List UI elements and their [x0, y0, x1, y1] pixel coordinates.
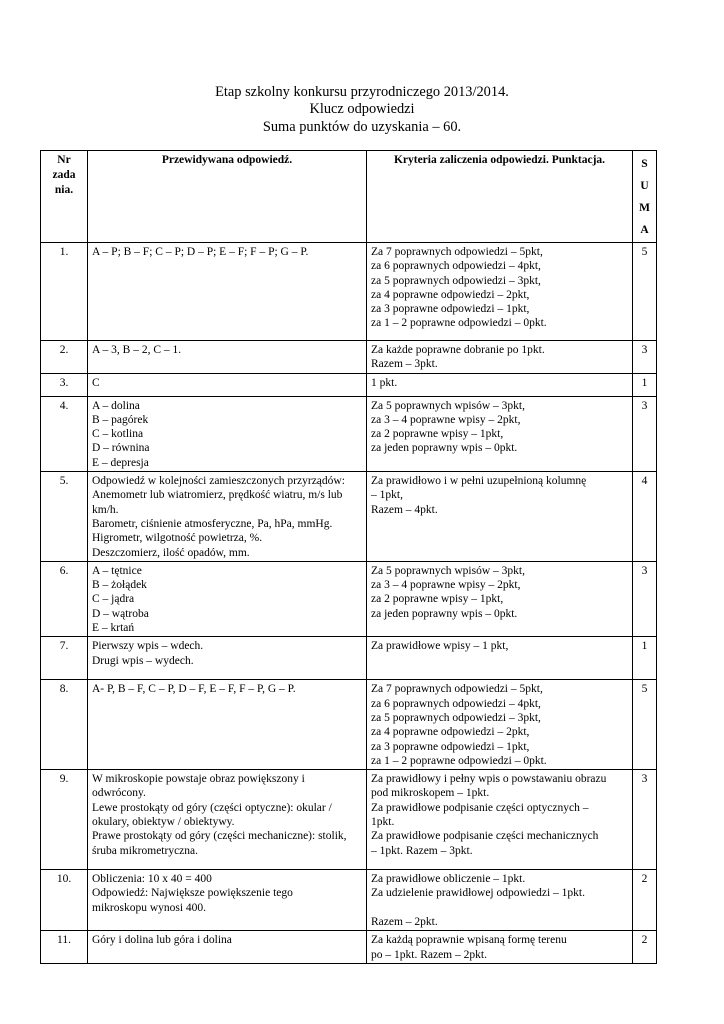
criteria-cell	[367, 373, 633, 396]
criteria-line: za 2 poprawne wpisy – 1pkt,	[371, 428, 504, 441]
answer-line: Obliczenia: 10 x 40 = 400	[92, 873, 212, 886]
task-number-cell: 5.	[41, 472, 88, 562]
criteria-cell	[367, 637, 633, 680]
criteria-line: Razem – 2pkt.	[371, 916, 438, 929]
answer-line: Drugi wpis – wydech.	[92, 654, 194, 667]
criteria-line: Razem – 3pkt.	[371, 358, 438, 371]
points-cell: 2	[633, 870, 657, 931]
criteria-line: za 3 – 4 poprawne wpisy – 2pkt,	[371, 413, 521, 426]
points-cell: 3	[633, 770, 657, 870]
answer-line: Anemometr lub wiatromierz, prędkość wiatru, m/s lub	[92, 489, 343, 502]
task-number-cell: 2.	[41, 341, 88, 374]
answer-key-table	[40, 150, 657, 964]
points-cell: 3	[633, 396, 657, 471]
criteria-line: za jeden poprawny wpis – 0pkt.	[371, 607, 518, 620]
answer-line: C – jądra	[92, 593, 135, 606]
answer-line: Prawe prostokąty od góry (części mechaniczne): stolik,	[92, 830, 347, 843]
table-row	[41, 931, 657, 964]
answer-cell	[88, 373, 367, 396]
task-number-cell: 3.	[41, 373, 88, 396]
task-number-cell: 1.	[41, 243, 88, 341]
criteria-line: za 5 poprawnych odpowiedzi – 3pkt,	[371, 274, 541, 287]
table-row	[41, 770, 657, 870]
header-letter: M	[639, 202, 650, 214]
answer-line: C	[92, 376, 100, 389]
header-criteria: Kryteria zaliczenia odpowiedzi. Punktacja.	[367, 151, 633, 243]
criteria-line: za 4 poprawne odpowiedzi – 2pkt,	[371, 726, 530, 739]
criteria-line: Za każdą poprawnie wpisaną formę terenu	[371, 934, 567, 947]
task-number-cell: 4.	[41, 396, 88, 471]
task-number-cell: 6.	[41, 561, 88, 636]
criteria-line	[371, 901, 628, 915]
answer-line: Lewe prostokąty od góry (części optyczne): okular /	[92, 801, 332, 814]
answer-line: Pierwszy wpis – wdech.	[92, 640, 204, 653]
answer-cell	[88, 637, 367, 680]
criteria-line: Za każde poprawne dobranie po 1pkt.	[371, 344, 545, 356]
task-number-cell: 11.	[41, 931, 88, 964]
header-line: zada	[52, 169, 76, 181]
answer-cell	[88, 341, 367, 374]
criteria-line: 1pkt.	[371, 816, 395, 829]
criteria-line: Za prawidłowe podpisanie części optycznych –	[371, 801, 589, 814]
criteria-line: za 1 – 2 poprawne odpowiedzi – 0pkt.	[371, 754, 547, 767]
answer-line: Odpowiedź: Największe powiększenie tego	[92, 887, 293, 900]
criteria-line: Za prawidłowe wpisy – 1 pkt,	[371, 640, 509, 653]
answer-line: C – kotlina	[92, 428, 144, 441]
answer-line: km/h.	[92, 503, 119, 516]
criteria-line: za 3 poprawne odpowiedzi – 1pkt,	[371, 303, 530, 316]
task-number-cell: 8.	[41, 680, 88, 770]
header-task-number	[41, 151, 88, 243]
answer-cell	[88, 472, 367, 562]
criteria-line: za 3 poprawne odpowiedzi – 1pkt,	[371, 740, 530, 753]
criteria-line: za 5 poprawnych odpowiedzi – 3pkt,	[371, 711, 541, 724]
answer-line: okulary, obiektyw / obiektywy.	[92, 816, 235, 829]
answer-line: Barometr, ciśnienie atmosferyczne, Pa, hPa, mmHg.	[92, 517, 333, 530]
criteria-line: Za 7 poprawnych odpowiedzi – 5pkt,	[371, 246, 543, 258]
table-row	[41, 637, 657, 680]
task-number-cell: 10.	[41, 870, 88, 931]
criteria-line: za 3 – 4 poprawne wpisy – 2pkt,	[371, 579, 521, 592]
criteria-line: Za prawidłowe obliczenie – 1pkt.	[371, 873, 526, 886]
points-cell: 2	[633, 931, 657, 964]
criteria-cell	[367, 680, 633, 770]
answer-line: Deszczomierz, ilość opadów, mm.	[92, 546, 250, 559]
criteria-line: za 2 poprawne wpisy – 1pkt,	[371, 593, 504, 606]
answer-line: mikroskopu wynosi 400.	[92, 901, 207, 914]
criteria-cell	[367, 770, 633, 870]
answer-line: E – depresja	[92, 456, 149, 469]
criteria-line: Za prawidłowy i pełny wpis o powstawaniu obrazu	[371, 773, 607, 786]
answer-cell	[88, 931, 367, 964]
criteria-cell	[367, 561, 633, 636]
points-cell: 1	[633, 373, 657, 396]
criteria-line: Za udzielenie prawidłowej odpowiedzi – 1pkt.	[371, 887, 585, 900]
criteria-cell	[367, 870, 633, 931]
table-header-row	[41, 151, 657, 243]
table-row	[41, 472, 657, 562]
points-cell: 3	[633, 561, 657, 636]
answer-line: D – wątroba	[92, 607, 149, 620]
criteria-cell	[367, 472, 633, 562]
criteria-cell	[367, 243, 633, 341]
table-row	[41, 561, 657, 636]
criteria-line: Za 7 poprawnych odpowiedzi – 5pkt,	[371, 683, 543, 696]
table-row	[41, 341, 657, 374]
answer-line: śruba mikrometryczna.	[92, 844, 199, 857]
criteria-line: – 1pkt. Razem – 3pkt.	[371, 844, 473, 857]
header-expected-answer: Przewidywana odpowiedź.	[88, 151, 367, 243]
points-cell: 1	[633, 637, 657, 680]
table-row	[41, 243, 657, 341]
criteria-line: Za prawidłowo i w pełni uzupełnioną kolumnę	[371, 475, 587, 488]
answer-line: A- P, B – F, C – P, D – F, E – F, F – P, G – P.	[92, 683, 296, 696]
table-row	[41, 870, 657, 931]
table-row	[41, 373, 657, 396]
points-cell: 5	[633, 243, 657, 341]
header-letter: A	[640, 224, 649, 236]
answer-line: Higrometr, wilgotność powietrza, %.	[92, 532, 263, 545]
answer-line: A – dolina	[92, 399, 140, 412]
table-row	[41, 680, 657, 770]
points-cell: 5	[633, 680, 657, 770]
answer-line: B – pagórek	[92, 413, 149, 426]
header-subtitle: Klucz odpowiedzi	[309, 101, 415, 118]
points-cell: 4	[633, 472, 657, 562]
answer-cell	[88, 396, 367, 471]
answer-cell	[88, 870, 367, 931]
criteria-cell	[367, 341, 633, 374]
criteria-cell	[367, 396, 633, 471]
header-line: nia.	[54, 184, 74, 196]
answer-cell	[88, 243, 367, 341]
criteria-line: za jeden poprawny wpis – 0pkt.	[371, 442, 518, 455]
criteria-line: pod mikroskopem – 1pkt.	[371, 787, 490, 800]
header-points-total: Suma punktów do uzyskania – 60.	[262, 118, 462, 135]
criteria-line: Za 5 poprawnych wpisów – 3pkt,	[371, 564, 525, 577]
table-row	[41, 396, 657, 471]
answer-line: odwrócony.	[92, 787, 146, 800]
answer-line: B – żołądek	[92, 579, 147, 592]
answer-line: Odpowiedź w kolejności zamieszczonych przyrządów:	[92, 475, 345, 488]
answer-line: W mikroskopie powstaje obraz powiększony i	[92, 773, 305, 786]
criteria-line: po – 1pkt. Razem – 2pkt.	[371, 948, 487, 961]
header-letter: U	[640, 180, 649, 192]
header-sum	[633, 151, 657, 243]
criteria-line: za 1 – 2 poprawne odpowiedzi – 0pkt.	[371, 317, 547, 330]
answer-line: Góry i dolina lub góra i dolina	[92, 934, 232, 947]
header-line: Nr	[57, 154, 71, 166]
criteria-line: Za prawidłowe podpisanie części mechanicznych	[371, 830, 599, 843]
criteria-line: za 6 poprawnych odpowiedzi – 4pkt,	[371, 260, 541, 273]
answer-line: A – P; B – F; C – P; D – P; E – F; F – P; G – P.	[92, 246, 309, 258]
criteria-line: – 1pkt,	[371, 489, 403, 502]
answer-line: A – 3, B – 2, C – 1.	[92, 344, 182, 356]
criteria-line: Razem – 4pkt.	[371, 503, 438, 516]
header-letter: S	[641, 158, 648, 170]
criteria-line: za 4 poprawne odpowiedzi – 2pkt,	[371, 288, 530, 301]
task-number-cell: 7.	[41, 637, 88, 680]
criteria-cell	[367, 931, 633, 964]
criteria-line: Za 5 poprawnych wpisów – 3pkt,	[371, 399, 525, 412]
criteria-line: za 6 poprawnych odpowiedzi – 4pkt,	[371, 697, 541, 710]
points-cell: 3	[633, 341, 657, 374]
criteria-line: 1 pkt.	[371, 376, 398, 389]
answer-line: E – krtań	[92, 622, 135, 635]
header-title: Etap szkolny konkursu przyrodniczego 2013/2014.	[215, 84, 509, 100]
answer-line: D – równina	[92, 442, 150, 455]
answer-line: A – tętnice	[92, 564, 142, 577]
document-header	[0, 84, 724, 136]
answer-cell	[88, 770, 367, 870]
answer-cell	[88, 680, 367, 770]
answer-cell	[88, 561, 367, 636]
task-number-cell: 9.	[41, 770, 88, 870]
